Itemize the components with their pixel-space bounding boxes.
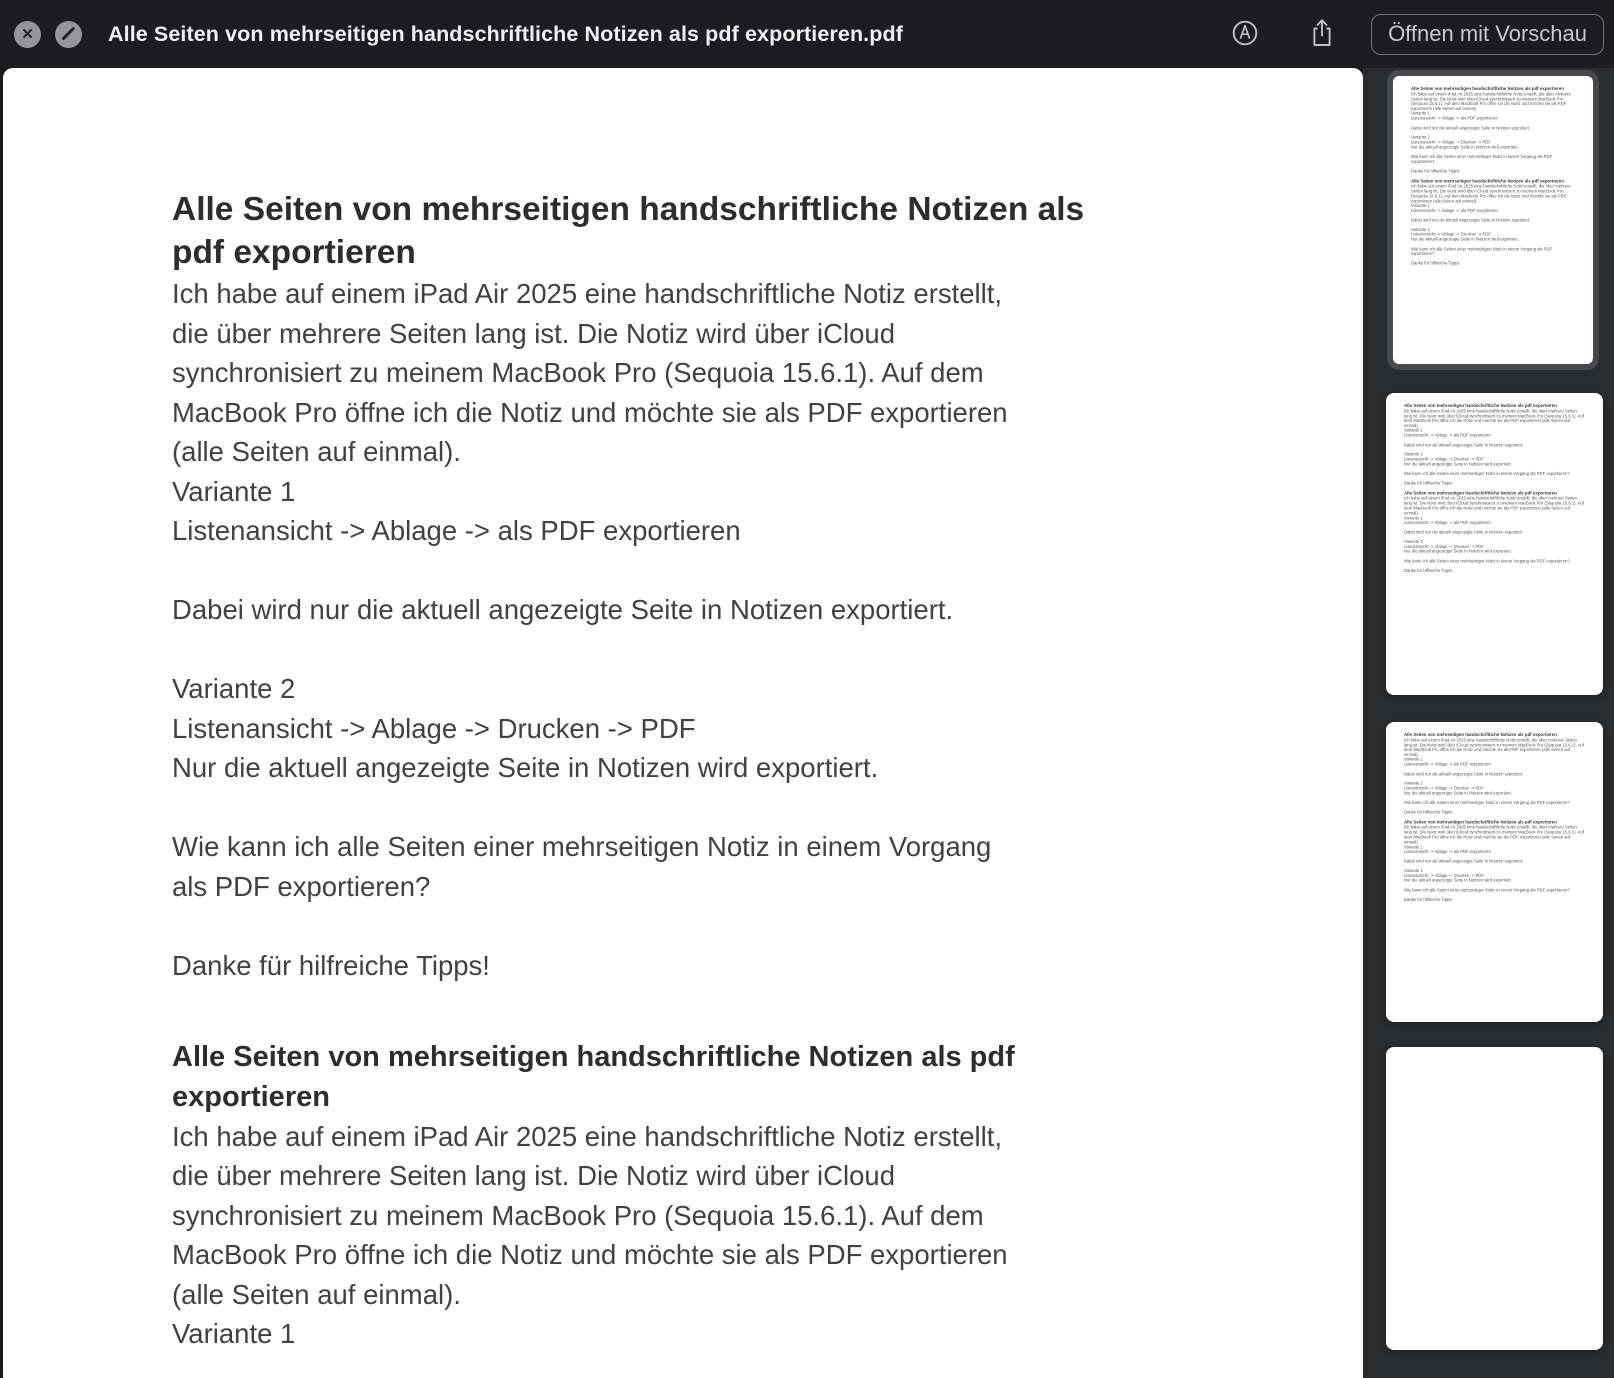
page-thumbnail-4[interactable] <box>1386 1047 1603 1350</box>
doc-line: Alle Seiten von mehrseitigen handschriftliche Notizen als pdf <box>172 1040 1015 1073</box>
doc-line: Ich habe auf einem iPad Air 2025 eine handschriftliche Notiz erstellt, <box>172 278 1003 309</box>
thumbnail-line: Variante 2 <box>1410 227 1430 232</box>
thumbnail-text-block <box>1404 819 1585 902</box>
thumbnail-line: Listenansicht -> Ablage -> als PDF exportieren <box>1410 115 1498 121</box>
doc-line: Listenansicht -> Ablage -> als PDF exportieren <box>172 515 741 546</box>
thumbnail-line: Nur die aktuell angezeigte Seite in Notizen wird exportiert. <box>1410 237 1519 242</box>
thumbnail-sidebar <box>1363 68 1614 1378</box>
doc-line: synchronisiert zu meinem MacBook Pro (Sequoia 15.6.1). Auf dem <box>172 1199 984 1231</box>
thumbnail-text-block <box>1404 732 1585 815</box>
thumbnail-line: Dabei wird nur die aktuell angezeigte Seite in Notizen exportiert. <box>1410 217 1531 223</box>
thumbnail-line: Dabei wird nur die aktuell angezeigte Seite in Notizen exportiert. <box>1403 529 1524 535</box>
thumbnail-line: Ich habe auf einem iPad Air 2025 eine handschriftliche Notiz erstellt, die über mehrere Seiten lang ist. Die Notiz wird über iCloud synchronisiert zu meinem MacBook Pro (Sequoia 15.6.1). Auf dem MacBook Pro öffne ich die Notiz und möchte sie als PDF exportieren (alle Seiten auf einmal). <box>1410 91 1571 111</box>
thumbnail-line: Listenansicht -> Ablage -> Drucken -> PDF <box>1403 873 1484 878</box>
thumbnail-line: Dabei wird nur die aktuell angezeigte Seite in Notizen exportiert. <box>1403 858 1524 864</box>
markup-pen-icon <box>1229 17 1261 52</box>
thumbnail-line: Variante 2 <box>1403 781 1423 786</box>
doc-line: Variante 1 <box>172 1318 296 1349</box>
doc-line <box>172 788 1363 828</box>
thumbnail-line: Ich habe auf einem iPad Air 2025 eine handschriftliche Notiz erstellt, die über mehrere Seiten lang ist. Die Notiz wird über iCloud synchronisiert zu meinem MacBook Pro (Sequoia 15.6.1). Auf dem MacBook Pro öffne ich die Notiz und möchte sie als PDF exportieren (alle Seiten auf einmal). <box>1403 825 1584 845</box>
doc-line: Alle Seiten von mehrseitigen handschriftliche Notizen als <box>172 191 1085 228</box>
thumbnail-content <box>1386 393 1603 583</box>
page-thumbnail-1[interactable] <box>1393 76 1593 364</box>
page-thumbnail-3[interactable] <box>1386 722 1603 1022</box>
doc-line: exportieren <box>172 1080 330 1113</box>
thumbnail-line: Danke für hilfreiche Tipps! <box>1410 260 1460 266</box>
thumbnail-line: Listenansicht -> Ablage -> als PDF exportieren <box>1403 849 1491 855</box>
doc-line: Listenansicht -> Ablage -> Drucken -> PDF <box>172 712 696 744</box>
thumbnail-line: Listenansicht -> Ablage -> Drucken -> PDF <box>1403 544 1484 549</box>
doc-line: (alle Seiten auf einmal). <box>172 436 461 467</box>
thumbnail-line: Wie kann ich alle Seiten einer mehrseitigen Notiz in einem Vorgang als PDF exportieren? <box>1403 558 1570 564</box>
thumbnail-line: Alle Seiten von mehrseitigen handschriftliche Notizen als pdf exportieren <box>1410 178 1564 184</box>
thumbnail-line: Dabei wird nur die aktuell angezeigte Seite in Notizen exportiert. <box>1410 125 1531 131</box>
doc-line: Nur die aktuell angezeigte Seite in Notizen wird exportiert. <box>172 752 879 783</box>
thumbnail-line: Variante 2 <box>1403 452 1423 457</box>
thumbnail-text-block <box>1411 86 1575 174</box>
thumbnail-line: Listenansicht -> Ablage -> als PDF exportieren <box>1410 208 1498 213</box>
markup-button[interactable] <box>1229 17 1261 52</box>
titlebar-right <box>1229 14 1604 55</box>
thumbnail-line: Listenansicht -> Ablage -> Drucken -> PDF <box>1410 232 1491 237</box>
thumbnail-content <box>1393 76 1593 276</box>
thumbnail-line: Wie kann ich alle Seiten einer mehrseitigen Notiz in einem Vorgang als PDF exportieren? <box>1403 887 1570 893</box>
thumbnail-line: Wie kann ich alle Seiten einer mehrseitigen Notiz in einem Vorgang als PDF exportieren? <box>1403 800 1570 805</box>
thumbnail-line: Alle Seiten von mehrseitigen handschriftliche Notizen als pdf exportieren <box>1410 85 1564 91</box>
doc-line <box>172 630 1363 670</box>
thumbnail-line: Variante 1 <box>1403 515 1423 521</box>
thumbnail-text-block <box>1404 403 1585 486</box>
doc-line: Wie kann ich alle Seiten einer mehrseitigen Notiz in einem Vorgang <box>172 831 992 862</box>
thumbnail-line: Variante 1 <box>1403 428 1423 433</box>
titlebar <box>0 0 1614 68</box>
thumbnail-line: Variante 2 <box>1410 135 1430 140</box>
thumbnail-line: Variante 1 <box>1410 111 1430 116</box>
thumbnail-line: Ich habe auf einem iPad Air 2025 eine handschriftliche Notiz erstellt, die über mehrere Seiten lang ist. Die Notiz wird über iCloud synchronisiert zu meinem MacBook Pro (Sequoia 15.6.1). Auf dem MacBook Pro öffne ich die Notiz und möchte sie als PDF exportieren (alle Seiten auf einmal). <box>1403 496 1584 516</box>
thumbnail-text-block <box>1404 490 1585 573</box>
doc-line: Ich habe auf einem iPad Air 2025 eine handschriftliche Notiz erstellt, <box>172 1120 1003 1152</box>
thumbnail-line: Dabei wird nur die aktuell angezeigte Seite in Notizen exportiert. <box>1403 442 1524 448</box>
doc-line: MacBook Pro öffne ich die Notiz und möchte sie als PDF exportieren <box>172 396 1008 428</box>
thumbnail-line: Ich habe auf einem iPad Air 2025 eine handschriftliche Notiz erstellt, die über mehrere Seiten lang ist. Die Notiz wird über iCloud synchronisiert zu meinem MacBook Pro (Sequoia 15.6.1). Auf dem MacBook Pro öffne ich die Notiz und möchte sie als PDF exportieren (alle Seiten auf einmal). <box>1410 183 1571 204</box>
page-thumbnail-2[interactable] <box>1386 393 1603 695</box>
thumbnail-line: Listenansicht -> Ablage -> als PDF exportieren <box>1403 761 1491 767</box>
doc-line: Danke für hilfreiche Tipps! <box>172 949 490 981</box>
thumbnail-line: Variante 1 <box>1403 844 1423 850</box>
thumbnail-line: Listenansicht -> Ablage -> Drucken -> PDF <box>1410 139 1491 145</box>
thumbnail-line: Danke für hilfreiche Tipps! <box>1403 568 1453 573</box>
thumbnail-line: Danke für hilfreiche Tipps! <box>1403 897 1453 902</box>
thumbnail-line: Danke für hilfreiche Tipps! <box>1410 168 1460 174</box>
thumbnail-line: Listenansicht -> Ablage -> Drucken -> PDF <box>1403 785 1484 791</box>
thumbnail-line: Dabei wird nur die aktuell angezeigte Seite in Notizen exportiert. <box>1403 771 1524 777</box>
close-icon: ✕ <box>21 25 34 43</box>
thumbnail-line: Nur die aktuell angezeigte Seite in Notizen wird exportiert. <box>1403 461 1512 467</box>
doc-line <box>172 985 1363 1025</box>
thumbnail-text-block <box>1411 178 1575 266</box>
share-icon <box>1307 16 1337 53</box>
doc-line: synchronisiert zu meinem MacBook Pro (Sequoia 15.6.1). Auf dem <box>172 357 984 388</box>
doc-line: pdf exportieren <box>172 234 416 271</box>
thumbnail-line: Ich habe auf einem iPad Air 2025 eine handschriftliche Notiz erstellt, die über mehrere Seiten lang ist. Die Notiz wird über iCloud synchronisiert zu meinem MacBook Pro (Sequoia 15.6.1). Auf dem MacBook Pro öffne ich die Notiz und möchte sie als PDF exportieren (alle Seiten auf einmal). <box>1403 737 1584 757</box>
thumbnail-line: Nur die aktuell angezeigte Seite in Notizen wird exportiert. <box>1403 878 1512 883</box>
share-button[interactable] <box>1307 16 1337 53</box>
doc-line: Dabei wird nur die aktuell angezeigte Seite in Notizen exportiert. <box>172 594 954 625</box>
thumbnail-line: Danke für hilfreiche Tipps! <box>1403 480 1453 486</box>
titlebar-left <box>0 21 903 48</box>
thumbnail-line: Wie kann ich alle Seiten einer mehrseitigen Notiz in einem Vorgang als PDF exportieren? <box>1410 154 1553 164</box>
doc-line <box>172 551 1363 591</box>
thumbnail-line: Nur die aktuell angezeigte Seite in Notizen wird exportiert. <box>1403 549 1512 554</box>
thumbnail-line: Variante 1 <box>1410 203 1430 209</box>
doc-line: (alle Seiten auf einmal). <box>172 1278 461 1310</box>
doc-line: die über mehrere Seiten lang ist. Die Notiz wird über iCloud <box>172 1160 895 1191</box>
no-entry-button[interactable] <box>55 21 82 48</box>
thumbnail-line: Variante 1 <box>1403 757 1423 762</box>
thumbnail-line: Wie kann ich alle Seiten einer mehrseitigen Notiz in einem Vorgang als PDF exportieren? <box>1403 471 1570 476</box>
thumbnail-line: Listenansicht -> Ablage -> als PDF exportieren <box>1403 520 1491 526</box>
doc-line: MacBook Pro öffne ich die Notiz und möchte sie als PDF exportieren <box>172 1239 1008 1270</box>
document-text <box>3 68 1363 1354</box>
thumbnail-line: Alle Seiten von mehrseitigen handschriftliche Notizen als pdf exportieren <box>1403 402 1557 408</box>
thumbnail-line: Wie kann ich alle Seiten einer mehrseitigen Notiz in einem Vorgang als PDF exportieren? <box>1410 246 1553 257</box>
doc-line: Variante 2 <box>172 673 296 704</box>
thumbnail-line: Variante 2 <box>1403 868 1423 874</box>
thumbnail-line: Nur die aktuell angezeigte Seite in Notizen wird exportiert. <box>1403 790 1512 796</box>
thumbnail-line: Listenansicht -> Ablage -> als PDF exportieren <box>1403 432 1491 438</box>
thumbnail-line: Variante 2 <box>1403 539 1423 545</box>
doc-line: als PDF exportieren? <box>172 870 431 902</box>
thumbnail-line: Alle Seiten von mehrseitigen handschriftliche Notizen als pdf exportieren <box>1403 731 1557 737</box>
thumbnail-line: Alle Seiten von mehrseitigen handschriftliche Notizen als pdf exportieren <box>1403 490 1557 496</box>
thumbnail-line: Listenansicht -> Ablage -> Drucken -> PDF <box>1403 456 1484 462</box>
no-entry-icon <box>61 27 75 41</box>
thumbnail-line: Ich habe auf einem iPad Air 2025 eine handschriftliche Notiz erstellt, die über mehrere Seiten lang ist. Die Notiz wird über iCloud synchronisiert zu meinem MacBook Pro (Sequoia 15.6.1). Auf dem MacBook Pro öffne ich die Notiz und möchte sie als PDF exportieren (alle Seiten auf einmal). <box>1403 408 1584 428</box>
thumbnail-content <box>1386 722 1603 912</box>
thumbnail-line: Nur die aktuell angezeigte Seite in Notizen wird exportiert. <box>1410 144 1519 150</box>
open-with-preview-button[interactable]: Öffnen mit Vorschau <box>1371 14 1604 55</box>
doc-line <box>172 906 1363 946</box>
window-title: Alle Seiten von mehrseitigen handschriftliche Notizen als pdf exportieren.pdf <box>108 21 903 46</box>
doc-line: Variante 1 <box>172 475 296 507</box>
close-button[interactable] <box>14 21 41 48</box>
pdf-page-view[interactable] <box>3 68 1363 1378</box>
thumbnail-line: Danke für hilfreiche Tipps! <box>1403 809 1453 815</box>
doc-line: die über mehrere Seiten lang ist. Die Notiz wird über iCloud <box>172 317 895 349</box>
thumbnail-line: Alle Seiten von mehrseitigen handschriftliche Notizen als pdf exportieren <box>1403 819 1557 825</box>
